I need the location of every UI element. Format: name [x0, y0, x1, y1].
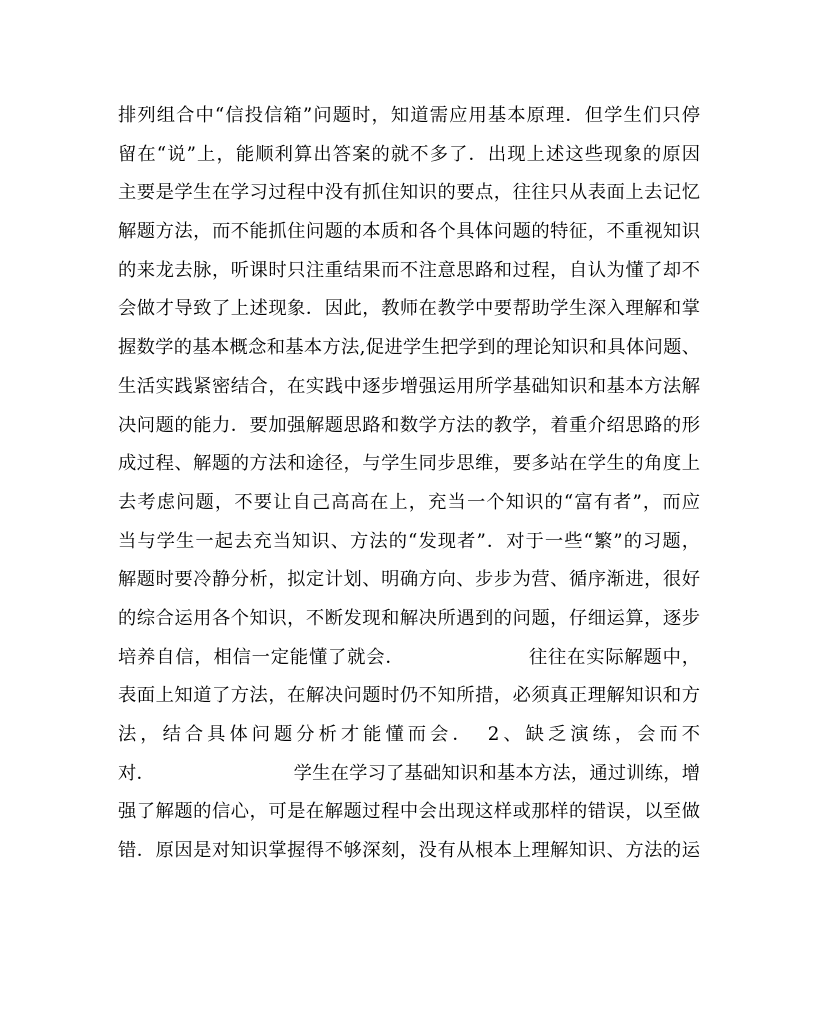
text-line: 握数学的基本概念和基本方法,促进学生把学到的理论知识和具体问题、 [118, 337, 700, 359]
text-line: 解题方法，而不能抓住问题的本质和各个具体问题的特征，不重视知识 [118, 221, 700, 243]
text-line: 生活实践紧密结合，在实践中逐步增强运用所学基础知识和基本方法解 [118, 375, 700, 397]
text-line: 会做才导致了上述现象．因此，教师在教学中要帮助学生深入理解和掌 [118, 298, 700, 320]
text-line: 留在“说”上，能顺利算出答案的就不多了．出现上述这些现象的原因 [118, 143, 700, 165]
text-line: 当与学生一起去充当知识、方法的“发现者”．对于一些“繁”的习题， [118, 530, 700, 552]
text-line: 表面上知道了方法，在解决问题时仍不知所措，必须真正理解知识和方 [118, 685, 700, 707]
text-line: 去考虑问题，不要让自己高高在上，充当一个知识的“富有者”，而应 [118, 491, 700, 513]
text-line: 解题时要冷静分析，拟定计划、明确方向、步步为营、循序渐进，很好 [118, 569, 700, 591]
text-line: 培养自信，相信一定能懂了就会． 往往在实际解题中， [118, 646, 700, 668]
text-line: 错．原因是对知识掌握得不够深刻，没有从根本上理解知识、方法的运 [118, 840, 700, 862]
text-line: 强了解题的信心，可是在解题过程中会出现这样或那样的错误，以至做 [118, 801, 700, 823]
text-line: 的综合运用各个知识，不断发现和解决所遇到的问题，仔细运算，逐步 [118, 607, 700, 629]
text-line: 排列组合中“信投信箱”问题时，知道需应用基本原理．但学生们只停 [118, 105, 700, 126]
text-line: 法，结合具体问题分析才能懂而会． 2、缺乏演练，会而不 [118, 724, 700, 745]
text-line: 主要是学生在学习过程中没有抓住知识的要点，往往只从表面上去记忆 [118, 182, 700, 204]
text-line: 决问题的能力．要加强解题思路和数学方法的教学，着重介绍思路的形 [118, 414, 700, 436]
text-line: 的来龙去脉，听课时只注重结果而不注意思路和过程，自认为懂了却不 [118, 259, 700, 281]
body-text [118, 97, 700, 871]
text-line: 成过程、解题的方法和途径，与学生同步思维，要多站在学生的角度上 [118, 453, 700, 475]
text-line: 对． 学生在学习了基础知识和基本方法，通过训练，增 [118, 762, 700, 784]
